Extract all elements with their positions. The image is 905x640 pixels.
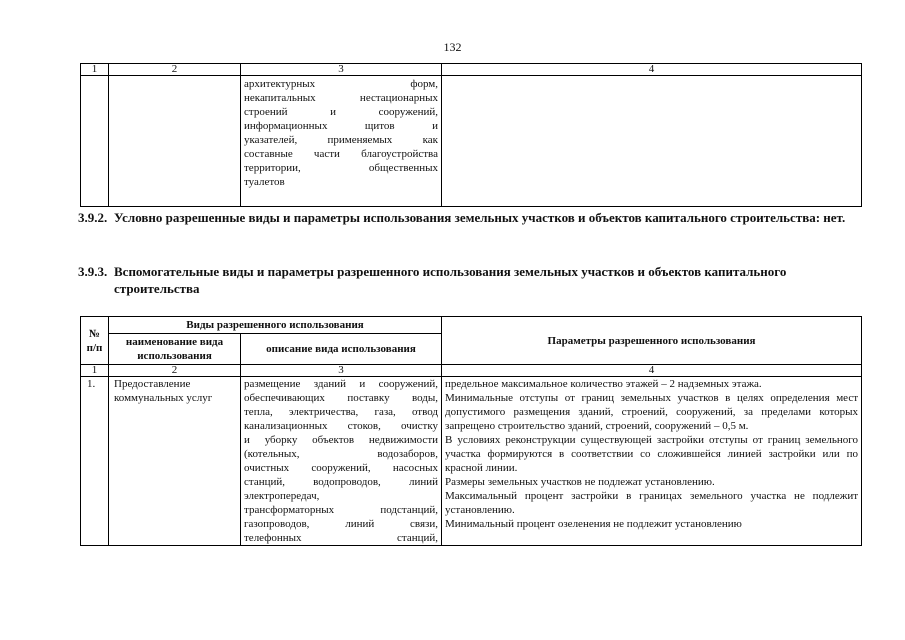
cell-description bbox=[241, 76, 442, 207]
section-heading-392 bbox=[78, 209, 848, 226]
auxiliary-uses-table bbox=[80, 316, 862, 546]
param-paragraph: Минимальный процент озеленения не подлежит установлению bbox=[445, 518, 742, 530]
text-line: и уборку объектов недвижимости bbox=[244, 434, 439, 446]
cell-num: 1. bbox=[81, 377, 109, 546]
text-line: архитектурных форм, bbox=[244, 78, 438, 90]
page-number: 132 bbox=[443, 40, 462, 54]
text-line: указателей, применяемых как bbox=[244, 134, 438, 146]
col-number: 4 bbox=[442, 365, 862, 377]
cell-name: Предоставление коммунальных услуг bbox=[109, 377, 241, 546]
header-row bbox=[81, 317, 862, 334]
section-title: Условно разрешенные виды и параметры использования земельных участков и объектов капитального строительства: нет. bbox=[114, 210, 846, 225]
col-number: 3 bbox=[241, 64, 442, 76]
text-line: территории, общественных bbox=[244, 162, 438, 174]
text-line: газопроводов, линий связи, bbox=[244, 518, 439, 530]
cell-params bbox=[442, 76, 862, 207]
header-group: Виды разрешенного использования bbox=[109, 317, 442, 334]
text-line: очистных сооружений, насосных bbox=[244, 462, 439, 474]
cell-name bbox=[109, 76, 241, 207]
text-line: составные части благоустройства bbox=[244, 148, 438, 160]
header-name: наименование вида использования bbox=[109, 334, 241, 365]
section-number: 3.9.3. bbox=[78, 264, 108, 279]
param-paragraph: Размеры земельных участков не подлежат установлению. bbox=[445, 476, 715, 488]
text-line: обеспечивающих поставку воды, bbox=[244, 392, 439, 404]
cell-description bbox=[241, 377, 442, 546]
param-paragraph: предельное максимальное количество этажей – 2 надземных этажа. bbox=[445, 378, 762, 390]
col-number: 1 bbox=[81, 365, 109, 377]
table-row bbox=[81, 76, 862, 207]
col-number: 1 bbox=[81, 64, 109, 76]
col-number: 3 bbox=[241, 365, 442, 377]
section-heading-393 bbox=[78, 263, 848, 297]
column-number-row bbox=[81, 365, 862, 377]
text-line: (котельных, водозаборов, bbox=[244, 448, 439, 460]
text-line: телефонных станций, bbox=[244, 532, 439, 544]
cell-num bbox=[81, 76, 109, 207]
col-number: 2 bbox=[109, 365, 241, 377]
param-paragraph: В условиях реконструкции существующей застройки отступы от границ земельного участка формируются в соответствии со сложившейся линией застройки или по красной линии. bbox=[445, 434, 859, 474]
col-number: 2 bbox=[109, 64, 241, 76]
section-number: 3.9.2. bbox=[78, 210, 108, 225]
column-number-row bbox=[81, 64, 862, 76]
param-paragraph: Максимальный процент застройки в границах земельного участка не подлежит установлению. bbox=[445, 490, 859, 516]
text-line: туалетов bbox=[244, 176, 285, 188]
text-line: размещение зданий и сооружений, bbox=[244, 378, 439, 390]
text-line: строений и сооружений, bbox=[244, 106, 438, 118]
section-title: Вспомогательные виды и параметры разрешенного использования земельных участков и объектов капитального строительства bbox=[114, 264, 787, 296]
col-number: 4 bbox=[442, 64, 862, 76]
text-line: тепла, электричества, газа, отвод bbox=[244, 406, 439, 418]
param-paragraph: Минимальные отступы от границ земельных участков в целях определения мест допустимого размещения зданий, строений, сооружений, за пределами которых запрещено строительство зданий, строений, сооружений – 0,5 м. bbox=[445, 392, 859, 432]
table-row bbox=[81, 377, 862, 546]
text-line: канализационных стоков, очистку bbox=[244, 420, 439, 432]
header-description: описание вида использования bbox=[241, 334, 442, 365]
text-line: станций, водопроводов, линий bbox=[244, 476, 439, 488]
header-params: Параметры разрешенного использования bbox=[442, 317, 862, 365]
text-line: информационных щитов и bbox=[244, 120, 438, 132]
text-line: электропередач, bbox=[244, 490, 320, 502]
text-line: некапитальных нестационарных bbox=[244, 92, 438, 104]
cell-params bbox=[442, 377, 862, 546]
header-num: № п/п bbox=[81, 317, 109, 365]
text-line: трансформаторных подстанций, bbox=[244, 504, 439, 516]
continued-table bbox=[80, 63, 862, 207]
